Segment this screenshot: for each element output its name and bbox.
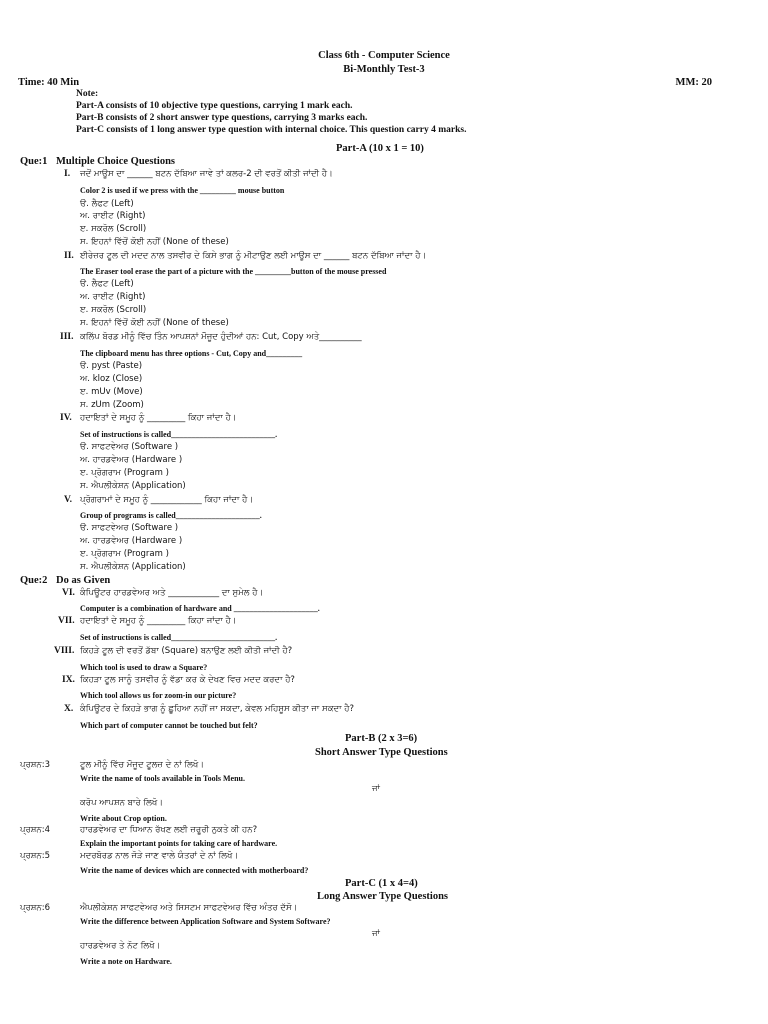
max-marks-label: MM: 20 xyxy=(675,77,712,88)
question-english: Explain the important points for taking care of hardware. xyxy=(80,839,278,848)
question-punjabi: ਹਦਾਇਤਾਂ ਦੇ ਸਮੂਹ ਨੂੰ _________ ਕਿਹਾ ਜਾਂਦਾ ਹੈ। xyxy=(80,413,237,423)
part-b-heading: Part-B (2 x 3=6) xyxy=(345,733,418,744)
question-punjabi: ਹਾਰਡਵੇਅਰ ਦਾ ਧਿਆਨ ਰੱਖਣ ਲਈ ਜ਼ਰੂਰੀ ਨੁਕਤੇ ਕੀ ਹਨ? xyxy=(80,825,258,835)
test-name: Bi-Monthly Test-3 xyxy=(343,64,425,75)
note-line: Part-C consists of 1 long answer type question with internal choice. This question carry 4 marks. xyxy=(76,125,467,135)
question-title: Multiple Choice Questions xyxy=(56,156,176,167)
question-english: Write the difference between Application Software and System Software? xyxy=(80,917,331,926)
question-number: IV. xyxy=(60,413,72,423)
question-title: Do as Given xyxy=(56,575,111,586)
question-english: Write the name of devices which are connected with motherboard? xyxy=(80,866,309,875)
question-number: VII. xyxy=(58,616,75,626)
question-english: Set of instructions is called__________________________. xyxy=(80,430,278,439)
question-english: Set of instructions is called__________________________. xyxy=(80,633,278,642)
option: ੳ. ਸਾਫਟਵੇਅਰ (Software ) xyxy=(80,523,179,533)
question-number: II. xyxy=(64,251,74,261)
option: ੲ. ਸਕਰੋਲ (Scroll) xyxy=(80,305,147,315)
question-label: ਪ੍ਰਸ਼ਨ:3 xyxy=(20,760,50,770)
question-label: Que:2 xyxy=(20,575,48,586)
note-label: Note: xyxy=(76,89,99,99)
question-number: X. xyxy=(64,704,74,714)
or-label: ਜਾਂ xyxy=(372,929,380,939)
option: ੲ. ਪ੍ਰੋਗਰਾਮ (Program ) xyxy=(80,468,169,478)
option: ਅ. ਹਾਰਡਵੇਅਰ (Hardware ) xyxy=(80,455,183,465)
question-number: IX. xyxy=(62,675,75,685)
note-line: Part-A consists of 10 objective type questions, carrying 1 mark each. xyxy=(76,101,353,111)
option: ਸ. ਐਪਲੀਕੇਸ਼ਨ (Application) xyxy=(80,481,186,491)
part-c-subheading: Long Answer Type Questions xyxy=(317,891,448,902)
question-english: Computer is a combination of hardware and _____________________. xyxy=(80,604,320,613)
question-punjabi: ਹਾਰਡਵੇਅਰ ਤੇ ਨੋਟ ਲਿਖੋ। xyxy=(80,941,161,951)
option: ਅ. kloz (Close) xyxy=(80,374,143,384)
question-english: Which part of computer cannot be touched but felt? xyxy=(80,721,258,730)
question-english: Color 2 is used if we press with the _________ mouse button xyxy=(80,186,285,195)
option: ੳ. ਲੈਫਟ (Left) xyxy=(80,279,134,289)
question-english: The Eraser tool erase the part of a picture with the _________button of the mouse pressed xyxy=(80,267,387,276)
option: ੲ. ਸਕਰੋਲ (Scroll) xyxy=(80,224,147,234)
question-punjabi: ਕਰੋਪ ਆਪਸ਼ਨ ਬਾਰੇ ਲਿਖੋ। xyxy=(80,798,163,808)
option: ਸ. zUm (Zoom) xyxy=(80,400,144,410)
question-number: I. xyxy=(64,169,71,179)
question-label: Que:1 xyxy=(20,156,48,167)
option: ੳ. pyst (Paste) xyxy=(80,361,143,371)
question-punjabi: ਜਦੋਂ ਮਾਊਸ ਦਾ ______ ਬਟਨ ਦੱਬਿਆ ਜਾਵੇ ਤਾਂ ਕਲਰ-2 ਦੀ ਵਰਤੋਂ ਕੀਤੀ ਜਾਂਦੀ ਹੈ। xyxy=(80,169,333,179)
question-label: ਪ੍ਰਸ਼ਨ:4 xyxy=(20,825,50,835)
question-label: ਪ੍ਰਸ਼ਨ:5 xyxy=(20,851,50,861)
question-english: Write the name of tools available in Tools Menu. xyxy=(80,774,245,783)
question-number: VI. xyxy=(62,588,75,598)
question-punjabi: ਕੰਪਿਊਟਰ ਹਾਰਡਵੇਅਰ ਅਤੇ ____________ ਦਾ ਸੁਮੇਲ ਹੈ। xyxy=(80,588,264,598)
option: ੲ. ਪ੍ਰੋਗਰਾਮ (Program ) xyxy=(80,549,169,559)
question-punjabi: ਪ੍ਰੋਗਰਾਮਾਂ ਦੇ ਸਮੂਹ ਨੂੰ ____________ ਕਿਹਾ ਜਾਂਦਾ ਹੈ। xyxy=(80,495,254,505)
question-label: ਪ੍ਰਸ਼ਨ:6 xyxy=(20,903,50,913)
or-label: ਜਾਂ xyxy=(372,784,380,794)
option: ੲ. mUv (Move) xyxy=(80,387,143,397)
question-number: VIII. xyxy=(54,646,75,656)
question-punjabi: ਕਿਹੜੇ ਟੂਲ ਦੀ ਵਰਤੋਂ ਡੱਬਾ (Square) ਬਨਾਉਣ ਲਈ ਕੀਤੀ ਜਾਂਦੀ ਹੈ? xyxy=(80,646,293,656)
question-english: The clipboard menu has three options - Cut, Copy and_________ xyxy=(80,349,303,358)
question-punjabi: ਟੂਲ ਮੀਨੂੰ ਵਿੱਚ ਮੌਜੂਦ ਟੂਲਜ਼ ਦੇ ਨਾਂ ਲਿਖੋ। xyxy=(80,760,205,770)
question-number: III. xyxy=(60,332,74,342)
question-punjabi: ਕਿਹੜਾ ਟੂਲ ਸਾਨੂੰ ਤਸਵੀਰ ਨੂੰ ਵੱਡਾ ਕਰ ਕੇ ਦੇਖਣ ਵਿਚ ਮਦਦ ਕਰਦਾ ਹੈ? xyxy=(80,675,295,685)
option: ਸ. ਐਪਲੀਕੇਸ਼ਨ (Application) xyxy=(80,562,186,572)
paper-title: Class 6th - Computer Science xyxy=(318,50,450,61)
question-english: Which tool is used to draw a Square? xyxy=(80,663,208,672)
question-punjabi: ਹਦਾਇਤਾਂ ਦੇ ਸਮੂਹ ਨੂੰ _________ ਕਿਹਾ ਜਾਂਦਾ ਹੈ। xyxy=(80,616,237,626)
option: ਸ. ਇਹਨਾਂ ਵਿੱਚੋਂ ਕੋਈ ਨਹੀਂ (None of these) xyxy=(80,318,229,328)
part-b-subheading: Short Answer Type Questions xyxy=(315,747,448,758)
question-english: Write about Crop option. xyxy=(80,814,167,823)
question-number: V. xyxy=(64,495,73,505)
time-label: Time: 40 Min xyxy=(18,77,80,88)
option: ਸ. ਇਹਨਾਂ ਵਿੱਚੋਂ ਕੋਈ ਨਹੀਂ (None of these) xyxy=(80,237,229,247)
question-english: Which tool allows us for zoom-in our picture? xyxy=(80,691,237,700)
question-punjabi: ਮਦਰਬੋਰਡ ਨਾਲ ਜੋੜੇ ਜਾਣ ਵਾਲੇ ਯੰਤਰਾਂ ਦੇ ਨਾਂ ਲਿਖੋ। xyxy=(80,851,239,861)
option: ਅ. ਰਾਈਟ (Right) xyxy=(80,211,146,221)
option: ਅ. ਹਾਰਡਵੇਅਰ (Hardware ) xyxy=(80,536,183,546)
question-punjabi: ਕਲਿੱਪ ਬੋਰਡ ਮੀਨੂੰ ਵਿੱਚ ਤਿੰਨ ਆਪਸ਼ਨਾਂ ਮੌਜੂਦ ਹੁੰਦੀਆਂ ਹਨ: Cut, Copy ਅਤੇ__________ xyxy=(80,332,362,342)
part-c-heading: Part-C (1 x 4=4) xyxy=(345,878,418,889)
question-punjabi: ਕੰਪਿਊਟਰ ਦੇ ਕਿਹੜੇ ਭਾਗ ਨੂੰ ਛੂਹਿਆ ਨਹੀਂ ਜਾ ਸਕਦਾ, ਕੇਵਲ ਮਹਿਸੂਸ ਕੀਤਾ ਜਾ ਸਕਦਾ ਹੈ? xyxy=(80,704,354,714)
part-a-heading: Part-A (10 x 1 = 10) xyxy=(336,143,424,154)
question-english: Write a note on Hardware. xyxy=(80,957,172,966)
option: ੳ. ਲੈਫਟ (Left) xyxy=(80,199,134,209)
question-punjabi: ਈਰੇਜ਼ਰ ਟੂਲ ਦੀ ਮਦਦ ਨਾਲ ਤਸਵੀਰ ਦੇ ਕਿਸੇ ਭਾਗ ਨੂੰ ਮੀਟਾਉਣ ਲਈ ਮਾਊਸ ਦਾ ______ ਬਟਨ ਦੱਬਿਆ ਜਾਂਦਾ ਹੈ। xyxy=(80,251,427,261)
option: ੳ. ਸਾਫਟਵੇਅਰ (Software ) xyxy=(80,442,179,452)
question-english: Group of programs is called_____________________. xyxy=(80,511,262,520)
question-punjabi: ਐਪਲੀਕੇਸ਼ਨ ਸਾਫਟਵੇਅਰ ਅਤੇ ਸਿਸਟਮ ਸਾਫਟਵੇਅਰ ਵਿੱਚ ਅੰਤਰ ਦੱਸੋ। xyxy=(80,903,298,913)
option: ਅ. ਰਾਈਟ (Right) xyxy=(80,292,146,302)
note-line: Part-B consists of 2 short answer type questions, carrying 3 marks each. xyxy=(76,113,368,123)
